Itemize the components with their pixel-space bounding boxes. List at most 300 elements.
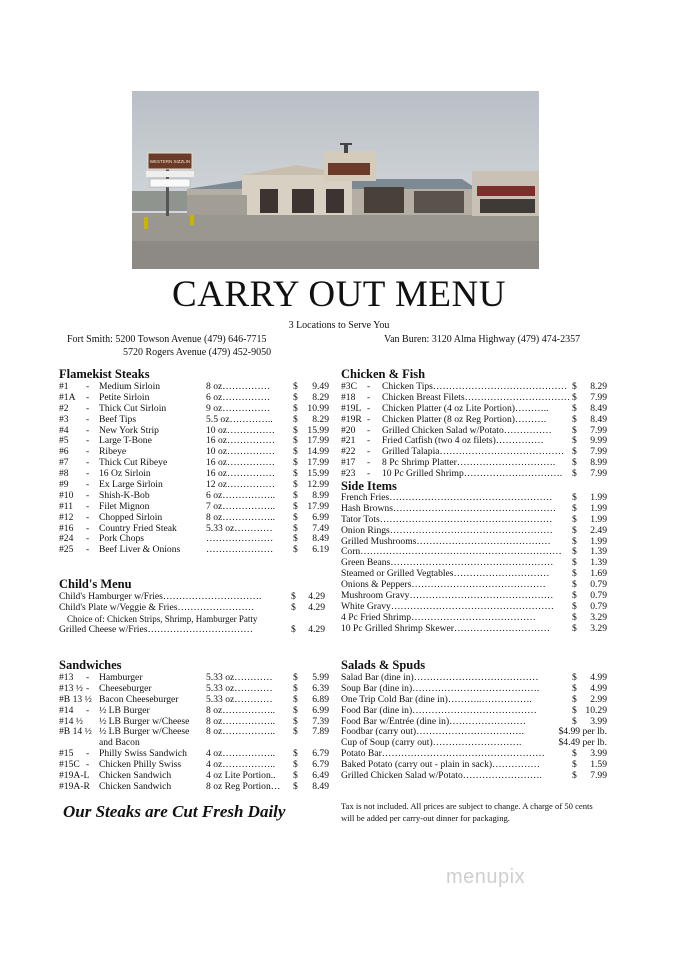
item-dash: - [367,391,371,403]
item-dash: - [367,435,371,447]
item-name: Food Bar (dine in)………………………………… [341,704,537,716]
page-subtitle: 3 Locations to Serve You [288,320,390,331]
item-price: 12.99 [307,479,329,491]
item-price: 8.29 [312,413,329,425]
item-price: 4.99 [590,672,607,683]
item-size: 7 oz…………….. [206,500,276,512]
sandwiches-heading: Sandwiches [59,658,122,672]
item-name: Steamed or Grilled Vegtables………………………… [341,568,550,580]
item-price: 6.79 [312,748,329,760]
menu-item [59,545,329,556]
item-name: Chicken Philly Swiss [99,759,182,771]
item-name: Grilled Talapia………………………………… [382,446,565,458]
menu-item [59,513,329,524]
item-price: 6.99 [312,704,329,716]
salads-section [341,657,607,782]
item-name: 16 Oz Sirloin [99,468,151,480]
item-currency: $ [572,557,577,569]
item-price: 8.49 [312,533,329,545]
item-number: #B 13 ½ [59,693,92,705]
item-name: White Gravy…………………………………………… [341,600,554,612]
item-number: #8 [59,468,69,480]
item-currency: $ [572,435,577,447]
item-number: #15 [59,748,74,760]
item-number: #10 [59,489,74,501]
item-currency: $ [572,381,577,392]
disclaimer: Tax is not included. All prices are subject to change. A charge of 50 cents will be added per carry-out dinner for packaging. [341,801,593,823]
item-price: 8.49 [312,780,329,792]
salads-heading: Salads & Spuds [341,658,426,672]
menu-item [341,624,607,635]
item-currency: $ [572,424,577,436]
item-size: ………………… [206,533,274,545]
item-name: Potato Bar…………………………………………… [341,748,545,760]
item-currency: $ [293,402,298,414]
item-size: 6 oz…………… [206,391,271,403]
item-size: 8 oz…………….. [206,704,276,716]
item-price: 6.99 [312,511,329,523]
item-size: 10 oz…………… [206,446,276,458]
item-currency: $ [572,457,577,469]
childs-section [59,576,329,636]
item-name: Chicken Sandwich [99,780,172,792]
item-currency: $ [572,590,577,602]
item-name: Salad Bar (dine in)………………………………… [341,672,539,683]
item-price: 10.29 [585,704,607,716]
item-currency: $ [572,568,577,580]
item-price: 7.89 [312,726,329,738]
item-currency: $ [291,623,296,635]
item-number: #14 ½ [59,715,83,727]
item-name: Grilled Cheese w/Fries…………………………… [59,623,253,635]
item-currency: $ [572,693,577,705]
item-currency: $ [572,513,577,525]
item-dash: - [367,424,371,436]
item-dash: - [86,381,90,392]
item-currency: $ [293,511,298,523]
item-price: 10.99 [307,402,329,414]
item-price: $4.99 per lb. [558,726,607,738]
item-name: Green Beans…………………………………………… [341,557,554,569]
item-currency: $ [572,502,577,514]
item-name: Filet Mignon [99,500,150,512]
item-currency: $ [572,446,577,458]
item-currency: $ [293,715,298,727]
item-name: Grilled Mushrooms…………………………………… [341,535,551,547]
menu-item [341,415,607,426]
item-name: Bacon Cheeseburger [99,693,179,705]
item-name: 10 Pc Grilled Shrimp…………………………. [382,468,563,480]
item-dash: - [86,682,90,694]
location-fort-smith-2: 5720 Rogers Avenue (479) 452-9050 [123,347,272,358]
item-currency: $ [293,435,298,447]
item-currency: $ [293,780,298,792]
watermark: menupix [446,866,526,888]
item-currency: $ [291,601,296,613]
sides-heading: Side Items [341,479,397,494]
item-name: Baked Potato (carry out - plain in sack)…………… [341,759,541,771]
item-price: 8.49 [590,402,607,414]
item-name: Cheeseburger [99,682,152,694]
item-price: 7.39 [312,715,329,727]
item-name: Thick Cut Sirloin [99,402,167,414]
item-price: 7.49 [312,522,329,534]
item-name: Chopped Sirloin [99,511,163,523]
item-price: 6.79 [312,759,329,771]
sign-text: WESTERN SIZZLIN [149,159,191,164]
item-price: 3.99 [590,748,607,760]
item-size: 6 oz…………….. [206,489,276,501]
item-dash: - [86,489,90,501]
item-currency: $ [293,533,298,545]
item-price: 8.29 [312,391,329,403]
item-dash: - [86,759,90,771]
item-dash [86,782,99,793]
item-number: #16 [59,522,74,534]
item-currency: $ [293,704,298,716]
item-dash: - [86,457,90,469]
item-currency: $ [293,446,298,458]
item-name: Shish-K-Bob [99,489,150,501]
item-dash: - [86,424,90,436]
item-number: #1A [59,391,76,403]
item-price: 15.99 [307,424,329,436]
item-price: 3.99 [590,715,607,727]
item-currency: $ [293,672,298,683]
item-currency: $ [572,704,577,716]
item-size: 8 oz…………….. [206,715,276,727]
item-dash: - [367,413,371,425]
item-dash: - [86,413,90,425]
item-dash: - [86,479,90,491]
item-currency: $ [293,413,298,425]
sides-list [341,493,607,635]
item-size: ………………… [206,544,274,556]
item-currency: $ [572,579,577,591]
item-dash: - [86,391,90,403]
item-number: #15C [59,759,80,771]
item-size: 8 oz…………….. [206,511,276,523]
item-name: Beef Liver & Onions [99,544,181,556]
item-name: Ex Large Sirloin [99,479,163,491]
item-currency: $ [293,726,298,738]
item-number: #19A-L [59,770,90,782]
childs-heading: Child's Menu [59,577,132,591]
item-currency: $ [572,759,577,771]
item-name: One Trip Cold Bar (dine in)………..……………. [341,693,532,705]
tagline: Our Steaks are Cut Fresh Daily [63,802,286,821]
item-size: 10 oz…………… [206,424,276,436]
location-van-buren: Van Buren: 3120 Alma Highway (479) 474-2357 [384,334,581,345]
item-currency: $ [293,759,298,771]
item-currency: $ [293,682,298,694]
item-name: Child's Hamburger w/Fries…………………………. [59,591,262,602]
item-price: 17.99 [307,500,329,512]
item-dash: - [367,457,371,469]
item-number: #23 [341,468,356,480]
item-dash: - [86,468,90,480]
item-number: #25 [59,544,74,556]
item-number: #17 [341,457,356,469]
item-price: 4.29 [308,591,325,602]
item-number: #5 [59,435,69,447]
item-currency: $ [572,770,577,782]
item-number: #1 [59,381,69,392]
item-currency: $ [293,522,298,534]
item-name: Soup Bar (dine in)…………………………………. [341,682,540,694]
item-price: 7.99 [590,468,607,480]
item-size: 8 oz Reg Portion… [206,780,281,792]
item-name: Corn……………………………………………………… [341,546,562,558]
item-dash: - [86,446,90,458]
item-currency: $ [293,479,298,491]
menu-item [59,415,329,426]
item-currency: $ [291,591,296,602]
item-size: 8 oz…………… [206,381,271,392]
item-number: #12 [59,511,74,523]
item-price: 6.19 [312,544,329,556]
item-currency: $ [572,672,577,683]
item-currency: $ [572,622,577,634]
item-dash: - [86,522,90,534]
item-name: Hash Browns…………………………………………… [341,502,557,514]
item-size: 4 oz…………….. [206,748,276,760]
item-number: #6 [59,446,69,458]
item-size: 5.33 oz………… [206,522,273,534]
item-size: 16 oz…………… [206,435,276,447]
item-number: #B 14 ½ [59,726,92,738]
item-price: 1.99 [590,502,607,514]
item-name: 8 Pc Shrimp Platter…………………………. [382,457,556,469]
item-price: 17.99 [307,435,329,447]
item-currency: $ [293,693,298,705]
item-size: 4 oz Lite Portion.. [206,770,276,782]
item-dash: - [86,533,90,545]
item-name: Mushroom Gravy……………………………………… [341,590,554,602]
item-currency: $ [572,748,577,760]
item-currency: $ [293,489,298,501]
item-number: #20 [341,424,356,436]
menu-item [59,625,329,636]
item-number: #4 [59,424,69,436]
item-size: 16 oz…………… [206,468,276,480]
item-price: 4.29 [308,601,325,613]
item-name: Pork Chops [99,533,145,545]
page-title: CARRY OUT MENU [172,274,506,315]
item-name: New York Strip [99,424,159,436]
item-price: 4.99 [590,682,607,694]
salads-list [341,673,607,782]
chicken-list [341,382,607,480]
item-name: 10 Pc Grilled Shrimp Skewer………………………… [341,622,550,634]
item-price: 4.29 [308,623,325,635]
item-number: #21 [341,435,356,447]
item-size: 16 oz…………… [206,457,276,469]
item-currency: $ [293,424,298,436]
menu-item [341,706,607,717]
item-currency: $ [293,500,298,512]
steaks-heading: Flamekist Steaks [59,367,150,381]
item-name: Child's Plate w/Veggie & Fries…………………… [59,601,255,613]
item-name: Chicken Breast Filets…………………………… [382,391,571,403]
item-number: #22 [341,446,356,458]
item-price: 3.29 [590,622,607,634]
item-currency: $ [293,748,298,760]
restaurant-photo [132,91,539,269]
item-name: Chicken Sandwich [99,770,172,782]
item-price: 1.69 [590,568,607,580]
item-currency: $ [293,457,298,469]
item-price: 0.79 [590,579,607,591]
item-price: 15.99 [307,468,329,480]
item-price: 9.99 [590,435,607,447]
item-price: 0.79 [590,600,607,612]
item-currency: $ [572,492,577,504]
item-dash: - [367,402,371,414]
location-fort-smith-1: Fort Smith: 5200 Towson Avenue (479) 646-7715 [67,334,267,345]
item-size: 5.33 oz………… [206,682,273,694]
item-name: Philly Swiss Sandwich [99,748,187,760]
item-currency: $ [293,381,298,392]
item-currency: $ [572,413,577,425]
item-name: Petite Sirloin [99,391,150,403]
item-dash [86,727,99,738]
item-number: #2 [59,402,69,414]
item-name: Tator Tots……………………………………………… [341,513,553,525]
item-dash: - [86,748,90,760]
item-price: 7.99 [590,391,607,403]
item-name: ½ LB Burger w/Cheese [99,715,190,727]
item-name: Hamburger [99,672,143,683]
item-price: 5.99 [312,672,329,683]
chicken-section [341,366,607,635]
item-price: $4.49 per lb. [558,737,607,749]
item-currency: $ [572,682,577,694]
item-name: ½ LB Burger w/Cheese [99,726,190,738]
item-name: Cup of Soup (carry out)………………………. [341,737,522,749]
item-name: Grilled Chicken Salad w/Potato……………………. [341,770,542,782]
item-number: #19R [341,413,362,425]
item-currency: $ [293,544,298,556]
item-size: 5.33 oz………… [206,693,273,705]
item-price: 7.99 [590,770,607,782]
item-dash: - [86,704,90,716]
item-currency: $ [572,524,577,536]
item-size: 9 oz…………… [206,402,271,414]
item-number: #7 [59,457,69,469]
item-price: 8.99 [312,489,329,501]
item-price: 9.49 [312,381,329,392]
item-name: Food Bar w/Entrée (dine in)…………………… [341,715,526,727]
menu-item [59,706,329,717]
item-size: 5.33 oz………… [206,672,273,683]
item-dash: - [86,672,90,683]
item-dash: - [86,500,90,512]
item-number: #19A-R [59,780,90,792]
item-price: 1.39 [590,546,607,558]
item-name: Large T-Bone [99,435,152,447]
steaks-section [59,366,329,556]
item-dash: - [86,435,90,447]
item-number: #13 [59,672,74,683]
item-price: 8.99 [590,457,607,469]
item-price: 2.99 [590,693,607,705]
item-name: ½ LB Burger [99,704,150,716]
item-currency: $ [572,546,577,558]
item-currency: $ [572,468,577,480]
item-number: #14 [59,704,74,716]
item-price: 3.29 [590,611,607,623]
item-currency: $ [572,402,577,414]
item-price: 1.39 [590,557,607,569]
item-currency: $ [572,391,577,403]
item-name: Foodbar (carry out)……………………………. [341,726,525,738]
item-price: 1.59 [590,759,607,771]
item-dash: - [86,511,90,523]
item-price: 2.49 [590,524,607,536]
sandwiches-list [59,673,329,793]
item-number: #11 [59,500,74,512]
item-name: Grilled Chicken Salad w/Potato…………… [382,424,552,436]
item-number: #18 [341,391,356,403]
menu-item [59,603,329,614]
item-size: 4 oz…………….. [206,759,276,771]
steaks-list [59,382,329,556]
item-dash: - [367,381,371,392]
chicken-heading: Chicken & Fish [341,367,426,381]
item-number: #13 ½ [59,682,83,694]
item-price: 8.29 [590,381,607,392]
item-currency: $ [572,715,577,727]
item-price: 7.99 [590,424,607,436]
item-dash: - [86,402,90,414]
menu-item [341,526,607,537]
item-price: 1.99 [590,492,607,504]
childs-note: Choice of: Chicken Strips, Shrimp, Hamburger Patty [67,613,258,624]
menu-item [341,771,607,782]
item-name: Onions & Peppers…………………………………… [341,579,546,591]
item-price: 1.99 [590,513,607,525]
item-price: 6.89 [312,693,329,705]
item-currency: $ [293,770,298,782]
item-price: 8.49 [590,413,607,425]
item-name: and Bacon [99,737,140,749]
menu-item [59,782,329,793]
item-name: Chicken Tips…………………………………… [382,381,568,392]
item-dash: - [367,446,371,458]
item-price: 14.99 [307,446,329,458]
item-number: #19L [341,402,362,414]
item-currency: $ [572,600,577,612]
item-dash: - [367,468,371,480]
item-name: Onion Rings…………………………………………… [341,524,553,536]
item-currency: $ [293,468,298,480]
item-price: 17.99 [307,457,329,469]
item-size: 12 oz…………… [206,479,276,491]
item-name: Country Fried Steak [99,522,177,534]
item-price: 0.79 [590,590,607,602]
item-name: Chicken Platter (8 oz Reg Portion)………. [382,413,547,425]
item-name: French Fries…………………………………………… [341,492,553,504]
item-size: 8 oz…………….. [206,726,276,738]
item-price: 6.49 [312,770,329,782]
item-size: 5.5 oz………….. [206,413,273,425]
item-name: Ribeye [99,446,127,458]
item-price: 1.99 [590,535,607,547]
item-number: #3C [341,381,357,392]
item-price: 6.39 [312,682,329,694]
item-name: Thick Cut Ribeye [99,457,168,469]
